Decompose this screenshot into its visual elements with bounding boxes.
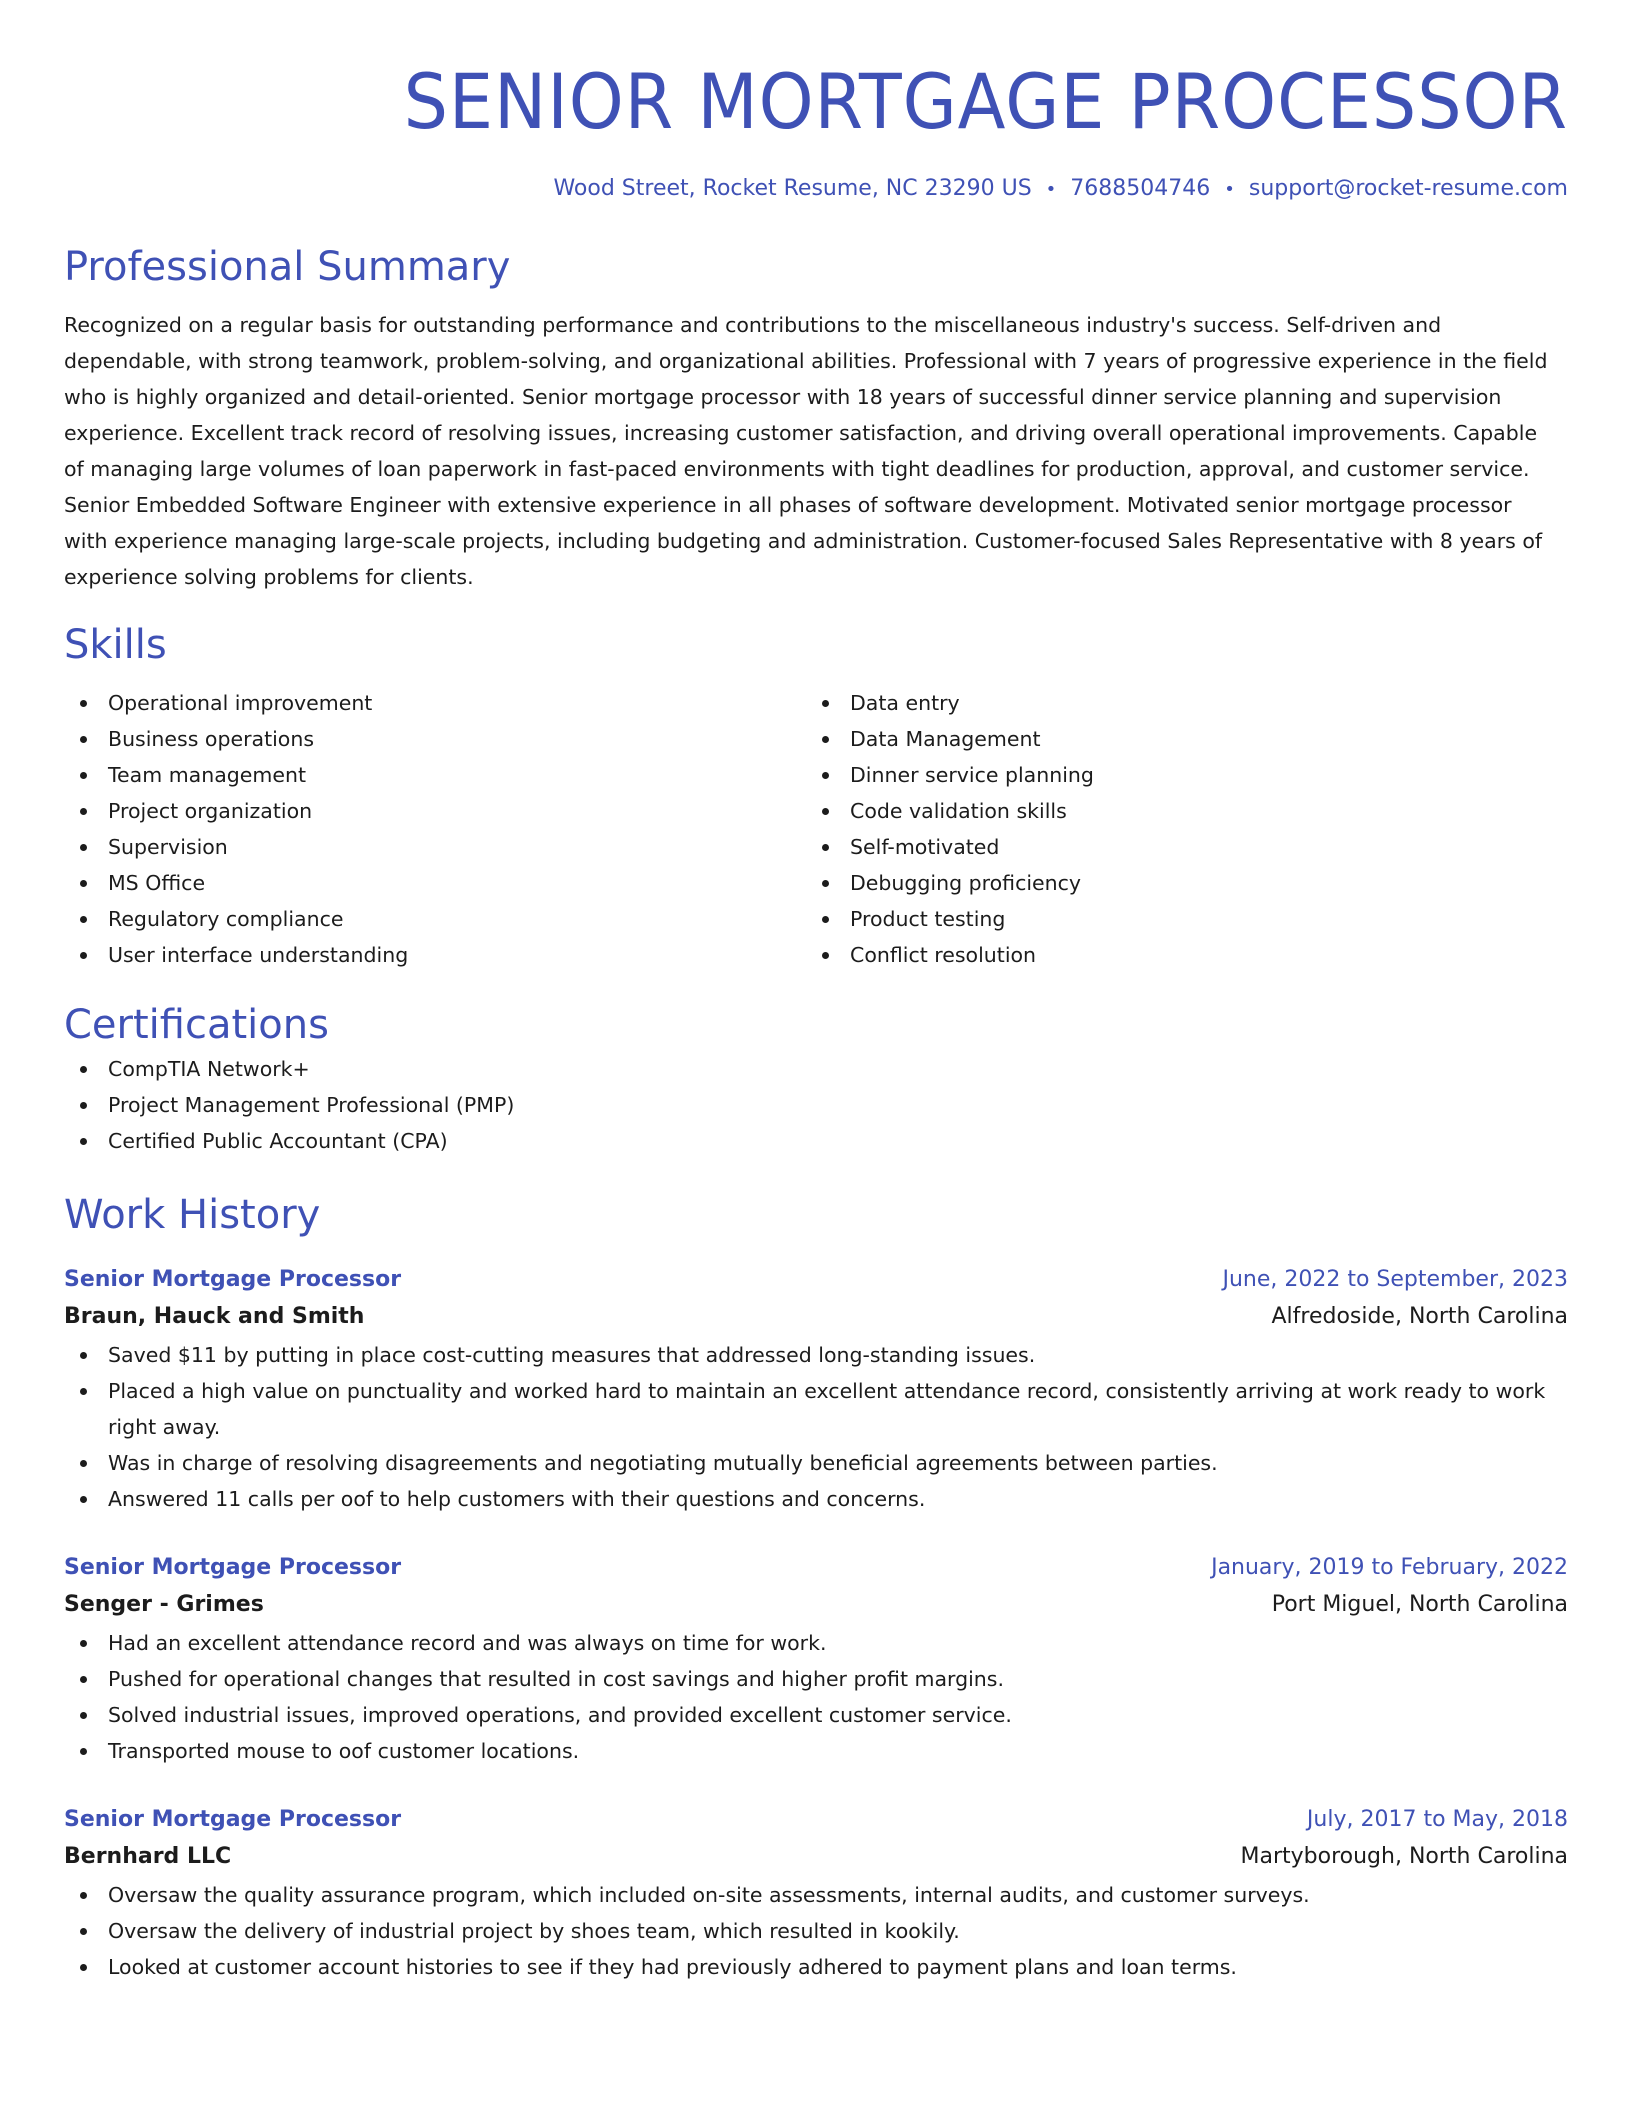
contact-email[interactable]: support@rocket-resume.com [1248, 176, 1568, 201]
job-company-row [64, 1297, 1568, 1337]
job-entry [64, 1551, 1568, 1769]
contact-separator: • [1224, 179, 1235, 200]
job-location: Port Miguel, North Carolina [1271, 1592, 1568, 1617]
job-duty: Was in charge of resolving disagreements and negotiating mutually beneficial agreements between parties. [64, 1445, 1568, 1481]
job-company: Braun, Hauck and Smith [64, 1304, 365, 1329]
job-duty: Oversaw the delivery of industrial project by shoes team, which resulted in kookily. [64, 1913, 1568, 1949]
certifications-list [64, 1051, 1568, 1159]
contact-address: Wood Street, Rocket Resume, NC 23290 US [553, 176, 1032, 201]
summary-text: Recognized on a regular basis for outstanding performance and contributions to the miscellaneous industry's success. Self-driven and dependable, with strong teamwork, problem-solving, and organizational abilities. Professional with 7 years of progressive experience in the field who is highly organized and detail-oriented. Senior mortgage processor with 18 years of successful dinner service planning and supervision experience. Excellent track record of resolving issues, increasing customer satisfaction, and driving overall operational improvements. Capable of managing large volumes of loan paperwork in fast-paced environments with tight deadlines for production, approval, and customer service. Senior Embedded Software Engineer with extensive experience in all phases of software development. Motivated senior mortgage processor with experience managing large-scale projects, including budgeting and administration. Customer-focused Sales Representative with 8 years of experience solving problems for clients. [64, 313, 1548, 589]
job-location: Martyborough, North Carolina [1240, 1844, 1568, 1869]
skill-item: Operational improvement [64, 685, 806, 721]
skill-item: Code validation skills [806, 793, 1548, 829]
job-role: Senior Mortgage Processor [64, 1807, 402, 1832]
work-history-heading: Work History [64, 1192, 321, 1238]
summary-heading: Professional Summary [64, 244, 511, 290]
job-duty: Placed a high value on punctuality and worked hard to maintain an excellent attendance record, consistently arriving at work ready to work right away. [64, 1373, 1568, 1445]
skill-item: Conflict resolution [806, 937, 1548, 973]
contact-phone: 7688504746 [1070, 176, 1211, 201]
skill-item: Team management [64, 757, 806, 793]
skill-item: MS Office [64, 865, 806, 901]
skill-item: Debugging proficiency [806, 865, 1548, 901]
skill-item: Dinner service planning [806, 757, 1548, 793]
job-company: Bernhard LLC [64, 1844, 232, 1869]
certifications-heading: Certifications [64, 1002, 329, 1048]
job-duty: Had an excellent attendance record and was always on time for work. [64, 1625, 1568, 1661]
job-company-row [64, 1837, 1568, 1877]
job-header-row [64, 1803, 1568, 1837]
job-duties-list [64, 1337, 1568, 1517]
certification-item: Project Management Professional (PMP) [64, 1087, 1568, 1123]
job-duty: Pushed for operational changes that resulted in cost savings and higher profit margins. [64, 1661, 1568, 1697]
job-duty: Answered 11 calls per oof to help customers with their questions and concerns. [64, 1481, 1568, 1517]
job-duty: Looked at customer account histories to see if they had previously adhered to payment plans and loan terms. [64, 1949, 1568, 1985]
job-dates: June, 2022 to September, 2023 [1222, 1267, 1568, 1292]
skill-item: Supervision [64, 829, 806, 865]
skill-item: User interface understanding [64, 937, 806, 973]
job-duties-list [64, 1877, 1568, 1985]
job-dates: January, 2019 to February, 2022 [1211, 1555, 1568, 1580]
job-duty: Solved industrial issues, improved operations, and provided excellent customer service. [64, 1697, 1568, 1733]
job-role: Senior Mortgage Processor [64, 1267, 402, 1292]
skill-item: Project organization [64, 793, 806, 829]
job-duty: Oversaw the quality assurance program, which included on-site assessments, internal audits, and customer surveys. [64, 1877, 1568, 1913]
job-duty: Saved $11 by putting in place cost-cutting measures that addressed long-standing issues. [64, 1337, 1568, 1373]
job-dates: July, 2017 to May, 2018 [1306, 1807, 1568, 1832]
skill-item: Regulatory compliance [64, 901, 806, 937]
certification-item: CompTIA Network+ [64, 1051, 1568, 1087]
job-duty: Transported mouse to oof customer locations. [64, 1733, 1568, 1769]
skill-item: Business operations [64, 721, 806, 757]
contact-separator: • [1045, 179, 1057, 200]
skill-item: Data entry [806, 685, 1548, 721]
job-header-row [64, 1263, 1568, 1297]
skills-list-right [806, 685, 1548, 973]
skill-item: Self-motivated [806, 829, 1548, 865]
skill-item: Data Management [806, 721, 1548, 757]
job-company: Senger - Grimes [64, 1592, 264, 1617]
skills-heading: Skills [64, 622, 167, 668]
job-header-row [64, 1551, 1568, 1585]
skill-item: Product testing [806, 901, 1548, 937]
skills-grid [64, 685, 1568, 973]
job-role: Senior Mortgage Processor [64, 1555, 402, 1580]
certification-item: Certified Public Accountant (CPA) [64, 1123, 1568, 1159]
job-location: Alfredoside, North Carolina [1271, 1304, 1568, 1329]
resume-title: SENIOR MORTGAGE PROCESSOR [403, 57, 1569, 146]
job-entry [64, 1803, 1568, 1985]
job-duties-list [64, 1625, 1568, 1769]
contact-line [64, 174, 1568, 205]
job-company-row [64, 1585, 1568, 1625]
skills-list-left [64, 685, 806, 973]
job-entry [64, 1263, 1568, 1517]
